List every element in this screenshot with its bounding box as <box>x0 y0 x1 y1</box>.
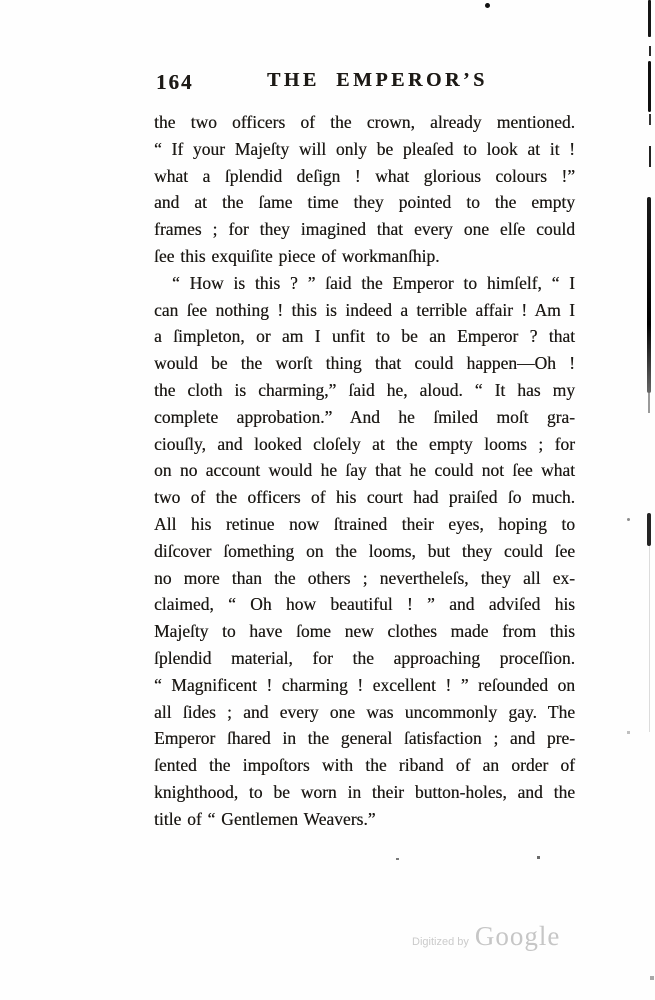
text-line: “ How is this ? ” ſaid the Emperor to himſelf, “ I <box>172 272 575 293</box>
text-line: and at the ſame time they pointed to the empty <box>154 192 575 213</box>
text-line: all ſides ; and every one was uncommonly gay. The <box>154 701 575 722</box>
text-line: diſcover ſomething on the looms, but they could ſee <box>154 540 575 561</box>
text-line: title of “ Gentlemen Weavers.” <box>154 808 376 829</box>
text-line: ſented the impoſtors with the riband of an order of <box>154 755 575 776</box>
text-line: “ If your Majeſty will only be pleaſed to look at it ! <box>154 138 575 159</box>
page-number: 164 <box>156 70 194 94</box>
text-line: complete approbation.” And he ſmiled moſt gra- <box>154 406 575 427</box>
text-line: ſee this exquiſite piece of workmanſhip. <box>154 245 440 266</box>
gutter-mark <box>648 393 650 413</box>
digitized-by-label: Digitized by <box>412 936 469 948</box>
text-line: would be the worſt thing that could happen—Oh ! <box>154 353 575 374</box>
body-text <box>154 109 575 833</box>
google-logo: Google <box>474 921 561 951</box>
gutter-mark <box>649 46 651 56</box>
gutter-mark <box>648 61 651 112</box>
gutter-mark <box>647 513 651 546</box>
text-line: ciouſly, and looked cloſely at the empty looms ; for <box>154 433 575 454</box>
ink-speck <box>537 856 540 859</box>
text-line: can ſee nothing ! this is indeed a terrible affair ! Am I <box>154 299 575 320</box>
text-line: frames ; for they imagined that every one elſe could <box>154 219 575 240</box>
text-line: Emperor ſhared in the general ſatisfaction ; and pre- <box>154 728 575 749</box>
running-title: THE EMPEROR’S <box>267 69 488 91</box>
google-watermark <box>412 921 560 952</box>
ink-speck <box>485 3 490 8</box>
text-line: ſplendid material, for the approaching proceſſion. <box>154 647 575 668</box>
gutter-mark <box>649 114 651 125</box>
text-line: the cloth is charming,” ſaid he, aloud. “ It has my <box>154 379 575 400</box>
text-line: what a ſplendid deſign ! what glorious colours !” <box>154 165 575 186</box>
gutter-mark <box>649 146 651 167</box>
ink-speck <box>650 976 654 980</box>
text-line: All his retinue now ſtrained their eyes, hoping to <box>154 513 575 534</box>
gutter-mark <box>647 197 651 393</box>
text-line: Majeſty to have ſome new clothes made from this <box>154 621 575 642</box>
ink-speck <box>627 518 630 521</box>
text-line: on no account would he ſay that he could not ſee what <box>154 460 575 481</box>
ink-speck <box>627 731 630 734</box>
gutter-mark <box>648 0 651 37</box>
text-line: a ſimpleton, or am I unfit to be an Emperor ? that <box>154 326 575 347</box>
ink-speck <box>396 858 399 860</box>
text-line: knighthood, to be worn in their button-holes, and the <box>154 781 575 802</box>
paragraph-1 <box>154 109 575 270</box>
paragraph-2 <box>154 270 575 833</box>
gutter-mark <box>649 546 650 732</box>
text-line: no more than the others ; nevertheleſs, they all ex- <box>154 567 575 588</box>
text-line: “ Magnificent ! charming ! excellent ! ” reſounded on <box>154 674 575 695</box>
text-line: two of the officers of his court had praiſed ſo much. <box>154 487 575 508</box>
text-line: claimed, “ Oh how beautiful ! ” and adviſed his <box>154 594 575 615</box>
text-line: the two officers of the crown, already mentioned. <box>154 112 575 132</box>
